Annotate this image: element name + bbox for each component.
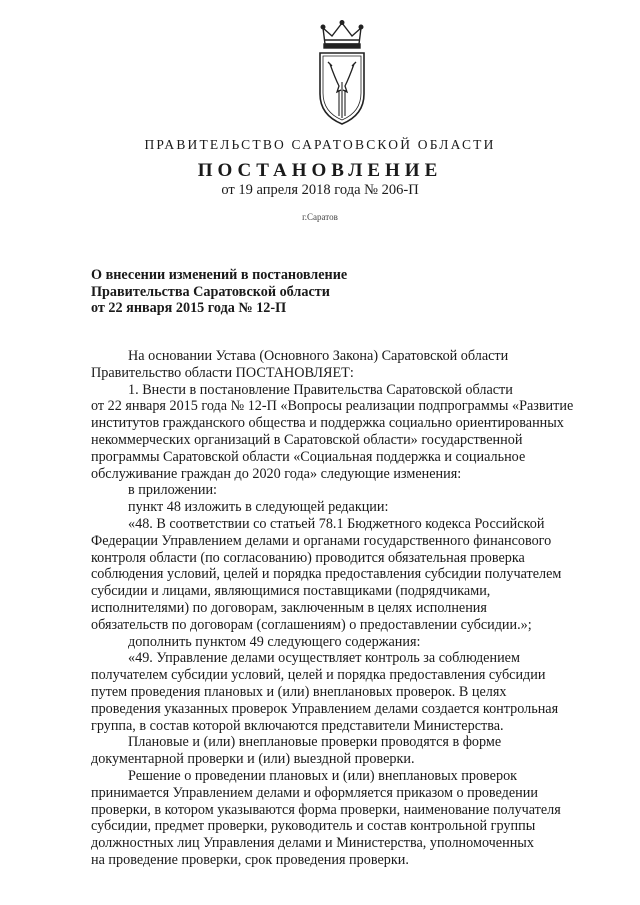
body-line: некоммерческих организаций в Саратовской области» государственной bbox=[91, 431, 523, 448]
body-line: получателем субсидии условий, целей и порядка предоставления субсидии bbox=[91, 667, 546, 684]
body-line: путем проведения плановых и (или) внеплановых проверок. В целях bbox=[91, 683, 507, 700]
title-line: О внесении изменений в постановление bbox=[91, 267, 348, 283]
body-line: обслуживание граждан до 2020 года» следующие изменения: bbox=[91, 465, 462, 482]
body-line: субсидии и лицами, являющимися поставщиками (подрядчиками, bbox=[91, 583, 491, 600]
document-body bbox=[91, 348, 595, 869]
coat-of-arms-emblem bbox=[313, 20, 371, 128]
body-line: субсидии, предмет проверки, руководитель и состав контрольной группы bbox=[91, 818, 536, 835]
body-line: соблюдения условий, целей и порядка предоставления субсидии получателем bbox=[91, 566, 562, 583]
body-line: обязательств по договорам (соглашениям) о предоставлении субсидии.»; bbox=[91, 616, 532, 633]
document-type: ПОСТАНОВЛЕНИЕ bbox=[197, 160, 443, 181]
body-line: на проведение проверки, срок проведения проверки. bbox=[91, 851, 409, 868]
body-line: должностных лиц Управления делами и Министерства, уполномоченных bbox=[91, 835, 534, 852]
body-line: исполнителями) по договорам, заключенным в целях исполнения bbox=[91, 599, 487, 616]
crown-icon bbox=[321, 21, 363, 48]
body-line: Плановые и (или) внеплановые проверки проводятся в форме bbox=[128, 734, 502, 751]
body-line: Решение о проведении плановых и (или) внеплановых проверок bbox=[128, 767, 518, 784]
government-name: ПРАВИТЕЛЬСТВО САРАТОВСКОЙ ОБЛАСТИ bbox=[144, 137, 496, 152]
body-line: Правительство области ПОСТАНОВЛЯЕТ: bbox=[91, 364, 354, 381]
body-line: пункт 48 изложить в следующей редакции: bbox=[128, 499, 389, 516]
body-line: «48. В соответствии со статьей 78.1 Бюджетного кодекса Российской bbox=[128, 515, 545, 532]
body-line: дополнить пунктом 49 следующего содержания: bbox=[128, 633, 421, 650]
body-line: от 22 января 2015 года № 12-П «Вопросы реализации подпрограммы «Развитие bbox=[91, 398, 574, 415]
body-line: На основании Устава (Основного Закона) Саратовской области bbox=[128, 348, 509, 364]
body-line: группа, в состав которой включаются представители Министерства. bbox=[91, 717, 504, 734]
document-title bbox=[91, 267, 421, 317]
body-line: проверки, в котором указываются форма проверки, наименование получателя bbox=[91, 801, 561, 818]
body-line: принимается Управлением делами и оформляется приказом о проведении bbox=[91, 784, 538, 801]
city-label: г.Саратов bbox=[302, 212, 338, 222]
document-date-number: от 19 апреля 2018 года № 206-П bbox=[221, 182, 419, 198]
body-line: «49. Управление делами осуществляет контроль за соблюдением bbox=[128, 650, 520, 667]
body-line: в приложении: bbox=[128, 482, 217, 499]
body-line: контроля области (по согласованию) проводится обязательная проверка bbox=[91, 549, 525, 566]
body-line: программы Саратовской области «Социальная поддержка и социальное bbox=[91, 448, 526, 465]
title-line: от 22 января 2015 года № 12-П bbox=[91, 300, 287, 316]
body-line: 1. Внести в постановление Правительства Саратовской области bbox=[128, 381, 513, 398]
body-line: Федерации Управлением делами и органами государственного финансового bbox=[91, 532, 552, 549]
body-line: институтов гражданского общества и поддержка социально ориентированных bbox=[91, 415, 564, 432]
body-line: проведения указанных проверок Управлением делами создается контрольная bbox=[91, 700, 559, 717]
body-line: документарной проверки и (или) выездной проверки. bbox=[91, 751, 415, 768]
title-line: Правительства Саратовской области bbox=[91, 283, 330, 300]
